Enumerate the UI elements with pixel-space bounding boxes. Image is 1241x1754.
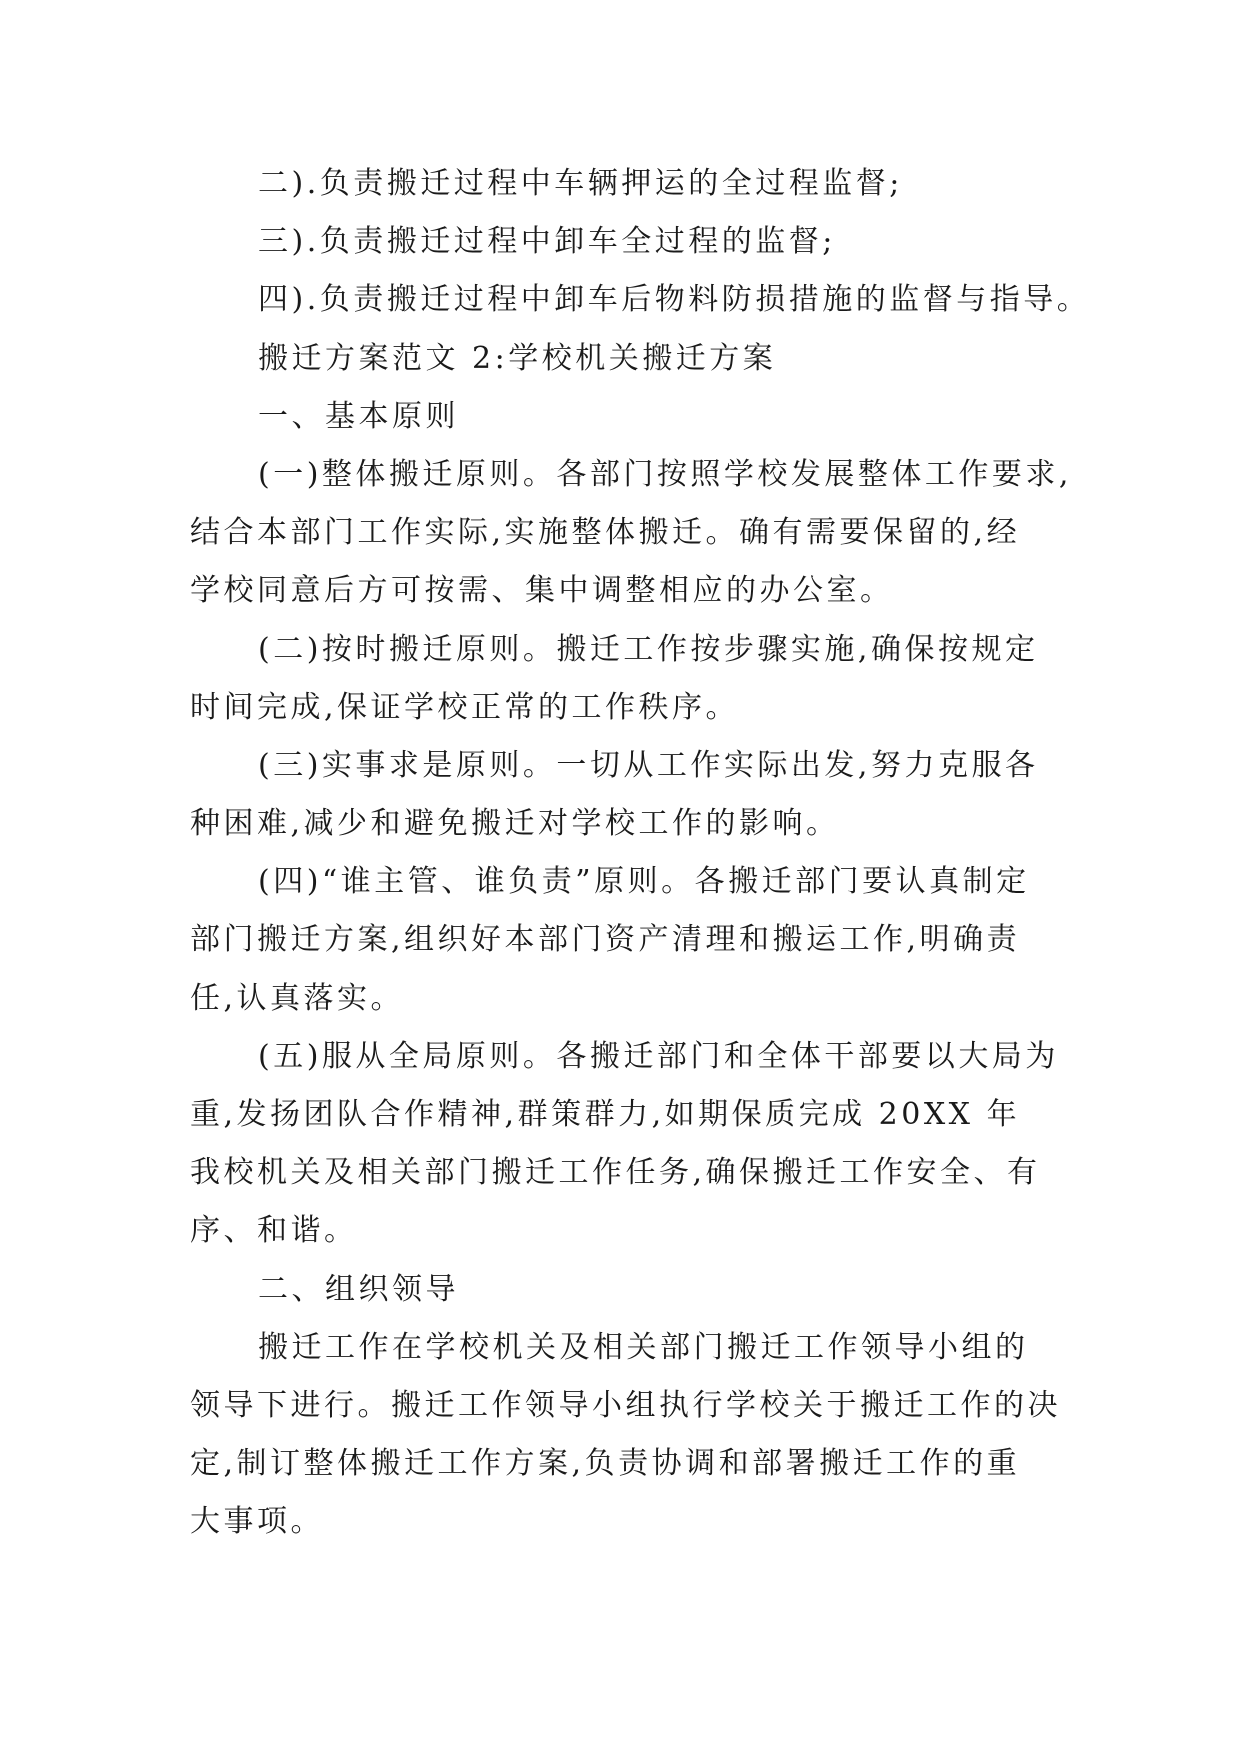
paragraph-line: 时间完成,保证学校正常的工作秩序。 — [190, 689, 740, 725]
paragraph-line: 二).负责搬迁过程中车辆押运的全过程监督; — [258, 166, 903, 201]
paragraph-line: 部门搬迁方案,组织好本部门资产清理和搬运工作,明确责 — [190, 922, 1021, 958]
paragraph-line: (一)整体搬迁原则。各部门按照学校发展整体工作要求, — [258, 456, 1072, 492]
paragraph-line: 任,认真落实。 — [190, 980, 405, 1016]
paragraph-line: 大事项。 — [190, 1504, 324, 1540]
paragraph-line: 重,发扬团队合作精神,群策群力,如期保质完成 20XX 年 — [190, 1097, 1021, 1132]
paragraph-line: 序、和谐。 — [190, 1213, 358, 1249]
paragraph-line: (四)“谁主管、谁负责”原则。各搬迁部门要认真制定 — [258, 864, 1030, 900]
paragraph-line: 搬迁工作在学校机关及相关部门搬迁工作领导小组的 — [258, 1329, 1029, 1365]
paragraph-line: 定,制订整体搬迁工作方案,负责协调和部署搬迁工作的重 — [190, 1446, 1021, 1482]
paragraph-line: 三).负责搬迁过程中卸车全过程的监督; — [258, 224, 836, 260]
section-title: 搬迁方案范文 2:学校机关搬迁方案 — [258, 340, 777, 376]
section-heading: 一、基本原则 — [258, 398, 459, 434]
paragraph-line: (二)按时搬迁原则。搬迁工作按步骤实施,确保按规定 — [258, 631, 1039, 667]
paragraph-line: 结合本部门工作实际,实施整体搬迁。确有需要保留的,经 — [190, 515, 1021, 551]
paragraph-line: 我校机关及相关部门搬迁工作任务,确保搬迁工作安全、有 — [190, 1155, 1041, 1191]
paragraph-line: 学校同意后方可按需、集中调整相应的办公室。 — [190, 573, 894, 609]
paragraph-line: 四).负责搬迁过程中卸车后物料防损措施的监督与指导。 — [258, 282, 1091, 318]
document-body — [190, 155, 1090, 1552]
paragraph-line: (三)实事求是原则。一切从工作实际出发,努力克服各 — [258, 747, 1039, 783]
paragraph-line: 种困难,减少和避免搬迁对学校工作的影响。 — [190, 806, 840, 842]
section-heading: 二、组织领导 — [258, 1271, 459, 1307]
paragraph-line: 领导下进行。搬迁工作领导小组执行学校关于搬迁工作的决 — [190, 1387, 1061, 1423]
paragraph-line: (五)服从全局原则。各搬迁部门和全体干部要以大局为 — [258, 1038, 1059, 1074]
